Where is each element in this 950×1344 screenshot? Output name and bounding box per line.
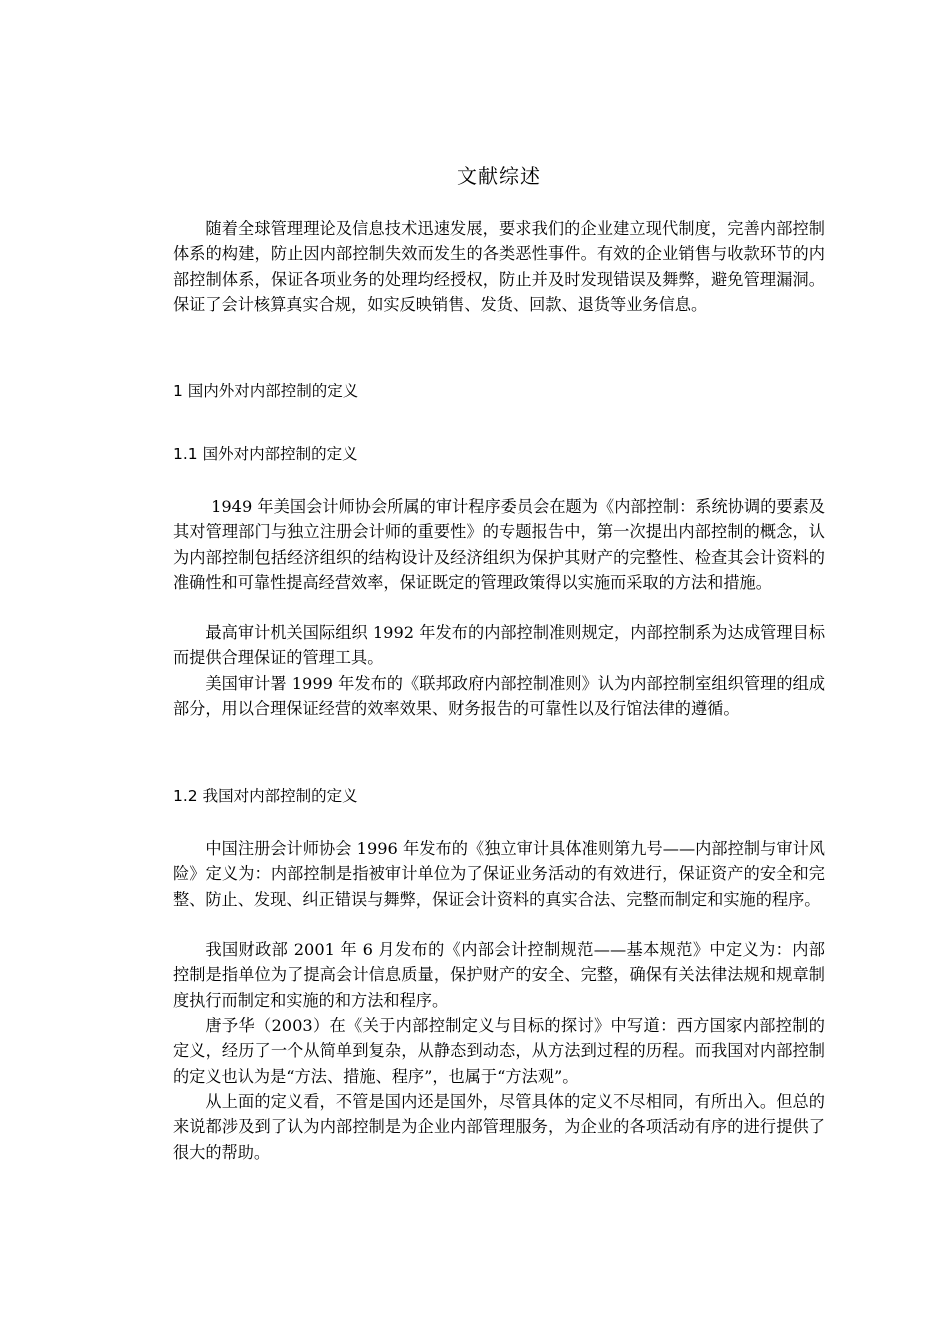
paragraph-1-1-c: 美国审计署 1999 年发布的《联邦政府内部控制准则》认为内部控制室组织管理的组成部分，用以合理保证经营的效率效果、财务报告的可靠性以及行馆法律的遵循。 — [173, 674, 825, 719]
paragraph-1-1-a: 1949 年美国会计师协会所属的审计程序委员会在题为《内部控制：系统协调的要素及其对管理部门与独立注册会计师的重要性》的专题报告中，第一次提出内部控制的概念，认为内部控制包括经济组织的结构设计及经济组织为保护其财产的完整性、检查其会计资料的准确性和可靠性提高经营效率，保证既定的管理政策得以实施而采取的方法和措施。 — [173, 497, 825, 592]
intro-paragraph: 随着全球管理理论及信息技术迅速发展，要求我们的企业建立现代制度，完善内部控制体系的构建，防止因内部控制失效而发生的各类恶性事件。有效的企业销售与收款环节的内部控制体系，保证各项业务的处理均经授权，防止并及时发现错误及舞弊，避免管理漏洞。保证了会计核算真实合规，如实反映销售、发货、回款、退货等业务信息。 — [173, 219, 825, 314]
paragraph-1-2-c: 唐予华（2003）在《关于内部控制定义与目标的探讨》中写道：西方国家内部控制的定义，经历了一个从简单到复杂，从静态到动态，从方法到过程的历程。而我国对内部控制的定义也认为是“方法、措施、程序”，也属于“方法观”。 — [173, 1016, 825, 1086]
paragraph-1-2-a: 中国注册会计师协会 1996 年发布的《独立审计具体准则第九号——内部控制与审计风险》定义为：内部控制是指被审计单位为了保证业务活动的有效进行，保证资产的安全和完整、防止、发现、纠正错误与舞弊，保证会计资料的真实合法、完整而制定和实施的程序。 — [173, 839, 825, 909]
paragraph-1-2-d: 从上面的定义看，不管是国内还是国外，尽管具体的定义不尽相同，有所出入。但总的来说都涉及到了认为内部控制是为企业内部管理服务，为企业的各项活动有序的进行提供了很大的帮助。 — [173, 1092, 825, 1162]
paragraph-1-2-b: 我国财政部 2001 年 6 月发布的《内部会计控制规范——基本规范》中定义为：内部控制是指单位为了提高会计信息质量，保护财产的安全、完整，确保有关法律法规和规章制度执行而制定和实施的和方法和程序。 — [173, 940, 825, 1010]
document-title: 文献综述 — [457, 164, 541, 188]
section-heading-1: 1 国内外对内部控制的定义 — [173, 382, 359, 400]
paragraph-1-1-b: 最高审计机关国际组织 1992 年发布的内部控制准则规定，内部控制系为达成管理目标而提供合理保证的管理工具。 — [173, 623, 825, 668]
section-heading-1-1: 1.1 国外对内部控制的定义 — [173, 445, 358, 463]
section-heading-1-2: 1.2 我国对内部控制的定义 — [173, 787, 358, 805]
